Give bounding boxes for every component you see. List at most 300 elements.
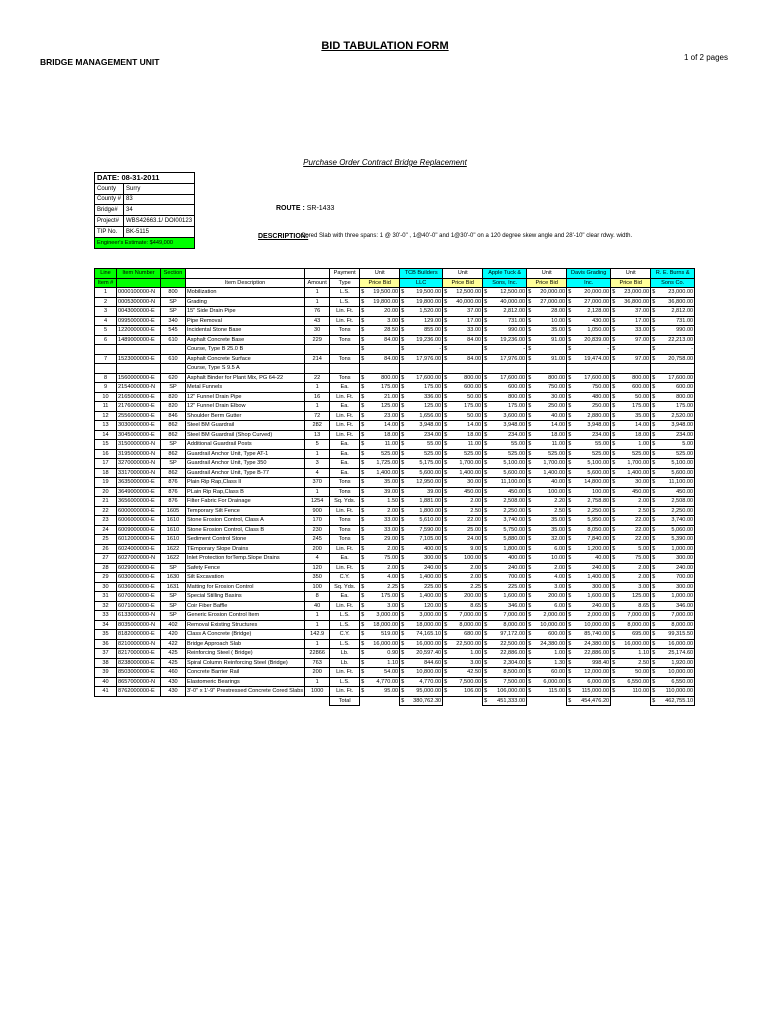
table-row	[95, 421, 695, 431]
type-cell: L.S.	[330, 620, 360, 630]
table-row	[95, 345, 695, 355]
line-cell: 21	[95, 497, 117, 507]
dollar-sign: $	[612, 574, 616, 580]
table-row	[95, 525, 695, 535]
unit-price-cell: 106.00	[449, 687, 483, 697]
unit-price-cell: 1.00	[617, 440, 651, 450]
dollar-sign: $	[652, 678, 656, 685]
dollar-sign: $	[484, 593, 488, 599]
line-cell: 30	[95, 582, 117, 592]
dollar-sign: $	[612, 317, 616, 324]
price-bid-cell: 346.00	[489, 601, 527, 611]
dollar-sign: $	[361, 612, 365, 618]
dollar-sign: $	[361, 327, 365, 333]
amount-cell: 763	[305, 658, 330, 668]
dollar-sign: $	[652, 602, 656, 609]
unit-price-cell: 75.00	[366, 554, 400, 564]
unit-price-cell: 14.00	[617, 421, 651, 431]
price-bid-cell: 234.00	[573, 430, 611, 440]
section-cell: 425	[161, 649, 186, 659]
price-bid-cell: 1,656.00	[406, 411, 443, 421]
line-cell: 40	[95, 677, 117, 687]
dollar-sign: $	[568, 583, 572, 590]
price-bid-cell: 5.00	[657, 440, 695, 450]
price-bid-cell: 2,812.00	[657, 307, 695, 317]
price-bid-cell: 234.00	[489, 430, 527, 440]
dollar-sign: $	[484, 640, 488, 647]
price-bid-cell: 20,000.00	[573, 288, 611, 298]
amount-cell: 76	[305, 307, 330, 317]
unit-price-cell: 35.00	[533, 525, 567, 535]
unit-price-cell: 175.00	[366, 383, 400, 393]
section-cell: SP	[161, 297, 186, 307]
price-bid-cell: 20,758.00	[657, 354, 695, 364]
dollar-sign: $	[484, 602, 488, 609]
price-bid-cell: 5,100.00	[657, 459, 695, 469]
unit-price-cell: 3.00	[366, 601, 400, 611]
dollar-sign: $	[528, 545, 532, 552]
dollar-sign: $	[361, 583, 365, 590]
line-cell: 5	[95, 326, 117, 336]
dollar-sign: $	[401, 393, 405, 400]
unit-price-cell	[366, 345, 400, 355]
total-label: Total	[330, 696, 360, 706]
price-bid-cell: 11,100.00	[489, 478, 527, 488]
dollar-sign: $	[484, 327, 488, 333]
line-cell: 38	[95, 658, 117, 668]
description-cell: Sediment Control Stone	[186, 535, 305, 545]
unit-price-cell: 20,000.00	[533, 288, 567, 298]
unit-price-cell: 14.00	[533, 421, 567, 431]
price-bid-cell: 8,000.00	[657, 620, 695, 630]
unit-price-cell	[617, 345, 651, 355]
col-item-number: Item Number	[117, 269, 161, 279]
unit-price-cell: 125.00	[617, 592, 651, 602]
col-blank	[305, 269, 330, 279]
price-bid-cell: 25,174.60	[657, 649, 695, 659]
unit-price-cell	[533, 345, 567, 355]
description-text: Cored Slab with three spans: 1 @ 30'-0" , 1@40'-0" and 1@30'-0" on a 120 degree skew angle and 28'-10" clear rdwy. width.	[301, 233, 633, 239]
item-number-cell: 6006000000-E	[117, 516, 161, 526]
unit-price-cell: 18,000.00	[366, 620, 400, 630]
price-bid-cell: 1,000.00	[657, 544, 695, 554]
bid-table	[94, 268, 695, 706]
line-cell: 4	[95, 316, 117, 326]
dollar-sign: $	[401, 593, 405, 599]
dollar-sign: $	[528, 374, 532, 381]
price-bid-cell: 5,950.00	[573, 516, 611, 526]
dollar-sign: $	[528, 659, 532, 666]
type-cell: L.S.	[330, 297, 360, 307]
item-number-cell: 8762000000-E	[117, 687, 161, 697]
table-row	[95, 677, 695, 687]
dollar-sign: $	[612, 422, 616, 428]
dollar-sign: $	[401, 536, 405, 542]
dollar-sign: $	[401, 355, 405, 362]
col-price-bid: Price Bid	[360, 278, 400, 288]
description-cell: Shoulder Berm Gutter	[186, 411, 305, 421]
type-cell: Ea.	[330, 383, 360, 393]
dollar-sign: $	[612, 678, 616, 685]
type-cell: Ea.	[330, 592, 360, 602]
table-row	[95, 468, 695, 478]
price-bid-cell: 2,508.00	[489, 497, 527, 507]
unit-price-cell: 18.00	[366, 430, 400, 440]
dollar-sign: $	[568, 602, 572, 609]
dollar-sign: $	[652, 412, 656, 419]
dollar-sign: $	[484, 289, 488, 295]
unit-price-cell: 37.00	[449, 307, 483, 317]
unit-price-cell: 35.00	[533, 326, 567, 336]
unit-price-cell: 3,000.00	[366, 611, 400, 621]
unit-price-cell: 50.00	[449, 411, 483, 421]
unit-price-cell: 91.00	[533, 354, 567, 364]
type-cell: Lin. Ft.	[330, 430, 360, 440]
dollar-sign: $	[444, 593, 448, 599]
table-row	[95, 459, 695, 469]
dollar-sign: $	[528, 412, 532, 419]
item-number-cell: 6030000000-E	[117, 573, 161, 583]
dollar-sign: $	[568, 327, 572, 333]
dollar-sign: $	[484, 450, 488, 457]
section-cell: 610	[161, 335, 186, 345]
amount-cell: 1	[305, 297, 330, 307]
price-bid-cell: 5,390.00	[657, 535, 695, 545]
unit-price-cell: 19,500.00	[366, 288, 400, 298]
dollar-sign: $	[484, 536, 488, 542]
dollar-sign: $	[401, 403, 405, 409]
dollar-sign: $	[401, 688, 405, 694]
unit-price-cell: 1,700.00	[449, 459, 483, 469]
line-cell: 31	[95, 592, 117, 602]
type-cell: Ea.	[330, 402, 360, 412]
unit-label: BRIDGE MANAGEMENT UNIT	[40, 57, 160, 67]
price-bid-cell: 6,000.00	[573, 677, 611, 687]
type-cell: Lin. Ft.	[330, 668, 360, 678]
table-row	[95, 497, 695, 507]
unit-price-cell: 600.00	[449, 383, 483, 393]
price-bid-cell: 7,105.00	[406, 535, 443, 545]
unit-price-cell: 1.00	[533, 649, 567, 659]
item-number-cell: 8238000000-E	[117, 658, 161, 668]
date-cell: DATE: 08-31-2011	[95, 173, 195, 184]
unit-price-cell: 22.00	[617, 525, 651, 535]
line-cell: 23	[95, 516, 117, 526]
dollar-sign: $	[484, 403, 488, 409]
unit-price-cell: 519.00	[366, 630, 400, 640]
dollar-sign: $	[568, 650, 572, 656]
description-cell: Grading	[186, 297, 305, 307]
price-bid-cell: 3,948.00	[657, 421, 695, 431]
description-cell: Removal Existing Structures	[186, 620, 305, 630]
item-number-cell: 1220000000-E	[117, 326, 161, 336]
line-cell: 34	[95, 620, 117, 630]
table-row	[95, 535, 695, 545]
dollar-sign: $	[612, 564, 616, 571]
dollar-sign: $	[568, 640, 572, 647]
price-bid-cell: 430.00	[573, 316, 611, 326]
type-cell: Lin. Ft.	[330, 316, 360, 326]
section-cell: SP	[161, 440, 186, 450]
dollar-sign: $	[652, 621, 656, 628]
price-bid-cell: 22,886.00	[489, 649, 527, 659]
route-value: SR-1433	[306, 205, 335, 212]
unit-price-cell: 9.00	[449, 544, 483, 554]
item-number-cell: 6133000000-N	[117, 611, 161, 621]
dollar-sign: $	[361, 555, 365, 561]
price-bid-cell: 19,236.00	[406, 335, 443, 345]
type-cell: Tons	[330, 335, 360, 345]
total-value: 454,476.20	[573, 696, 611, 706]
dollar-sign: $	[528, 488, 532, 495]
type-cell	[330, 364, 360, 374]
description-cell: Additional Guardrail Posts	[186, 440, 305, 450]
dollar-sign: $	[401, 650, 405, 656]
item-number-cell: 3656000000-E	[117, 497, 161, 507]
price-bid-cell: 7,000.00	[657, 611, 695, 621]
dollar-sign: $	[612, 593, 616, 599]
amount-cell: 72	[305, 411, 330, 421]
dollar-sign: $	[484, 374, 488, 381]
unit-price-cell: 18.00	[533, 430, 567, 440]
type-cell: Tons	[330, 326, 360, 336]
item-number-cell: 0043000000-E	[117, 307, 161, 317]
unit-price-cell: 125.00	[366, 402, 400, 412]
price-bid-cell: 1,800.00	[489, 544, 527, 554]
price-bid-cell: 18,000.00	[406, 620, 443, 630]
unit-price-cell: 24,380.00	[533, 639, 567, 649]
price-bid-cell: 1,400.00	[406, 573, 443, 583]
dollar-sign: $	[444, 327, 448, 333]
section-cell: 1605	[161, 506, 186, 516]
line-cell: 8	[95, 373, 117, 383]
dollar-sign: $	[361, 536, 365, 542]
unit-price-cell: 16,000.00	[366, 639, 400, 649]
dollar-sign: $	[652, 555, 656, 561]
table-row	[95, 573, 695, 583]
col-unit: Unit	[527, 269, 567, 279]
line-cell: 33	[95, 611, 117, 621]
item-number-cell: 2154000000-N	[117, 383, 161, 393]
dollar-sign: $	[401, 469, 405, 476]
dollar-sign: $	[528, 469, 532, 476]
unit-price-cell: 12,500.00	[449, 288, 483, 298]
price-bid-cell: 74,165.10	[406, 630, 443, 640]
dollar-sign: $	[361, 631, 365, 637]
section-cell	[161, 345, 186, 355]
unit-price-cell: 2.20	[533, 497, 567, 507]
unit-price-cell: 1.10	[617, 649, 651, 659]
section-cell: SP	[161, 307, 186, 317]
price-bid-cell: 10,000.00	[573, 620, 611, 630]
description-cell: Safety Fence	[186, 563, 305, 573]
dollar-sign: $	[361, 659, 365, 666]
dollar-sign: $	[444, 631, 448, 637]
dollar-sign: $	[528, 355, 532, 362]
unit-price-cell: 23.00	[366, 411, 400, 421]
table-row	[95, 658, 695, 668]
price-bid-cell: 450.00	[489, 487, 527, 497]
item-number-cell: 6070000000-E	[117, 592, 161, 602]
dollar-sign: $	[528, 498, 532, 504]
table-row	[95, 316, 695, 326]
line-cell: 28	[95, 563, 117, 573]
price-bid-cell: 990.00	[489, 326, 527, 336]
dollar-sign: $	[484, 583, 488, 590]
line-cell: 1	[95, 288, 117, 298]
price-bid-cell	[489, 364, 527, 374]
price-bid-cell: 1,881.00	[406, 497, 443, 507]
description-cell: Special Stilling Basins	[186, 592, 305, 602]
dollar-sign: $	[361, 374, 365, 381]
dollar-sign: $	[528, 564, 532, 571]
dollar-sign: $	[652, 308, 656, 314]
dollar-sign: $	[612, 374, 616, 381]
price-bid-cell: 1,050.00	[573, 326, 611, 336]
dollar-sign: $	[361, 403, 365, 409]
dollar-sign: $	[444, 374, 448, 381]
type-cell: L.S.	[330, 611, 360, 621]
dollar-sign: $	[568, 384, 572, 390]
table-row	[95, 335, 695, 345]
price-bid-cell: 800.00	[657, 392, 695, 402]
price-bid-cell: 7,500.00	[489, 677, 527, 687]
col-bidder-1-a: TCB Builders	[400, 269, 443, 279]
unit-price-cell: 2.25	[449, 582, 483, 592]
dollar-sign: $	[444, 317, 448, 324]
line-cell: 24	[95, 525, 117, 535]
price-bid-cell: 55.00	[406, 440, 443, 450]
price-bid-cell: 600.00	[489, 383, 527, 393]
dollar-sign: $	[652, 431, 656, 438]
price-bid-cell: 95,000.00	[406, 687, 443, 697]
description-cell: Inlet Protection forTemp.Slope Drains	[186, 554, 305, 564]
line-cell: 26	[95, 544, 117, 554]
dollar-sign: $	[484, 612, 488, 618]
unit-price-cell: 14.00	[366, 421, 400, 431]
dollar-sign: $	[361, 422, 365, 428]
price-bid-cell: 5,600.00	[406, 468, 443, 478]
dollar-sign: $	[612, 602, 616, 609]
dollar-sign: $	[652, 355, 656, 362]
line-cell: 15	[95, 440, 117, 450]
unit-price-cell: 54.00	[366, 668, 400, 678]
dollar-sign: $	[484, 412, 488, 419]
item-number-cell: 6009000000-E	[117, 525, 161, 535]
unit-price-cell: 23,000.00	[617, 288, 651, 298]
price-bid-cell: 234.00	[406, 430, 443, 440]
line-cell: 39	[95, 668, 117, 678]
dollar-sign: $	[528, 602, 532, 609]
dollar-sign: $	[612, 403, 616, 409]
dollar-sign: $	[528, 317, 532, 324]
dollar-sign: $	[361, 393, 365, 400]
project-label: Project#	[95, 216, 124, 227]
amount-cell: 40	[305, 601, 330, 611]
price-bid-cell: 3,000.00	[406, 611, 443, 621]
dollar-sign: $	[484, 669, 488, 675]
amount-cell: 282	[305, 421, 330, 431]
table-row	[95, 383, 695, 393]
unit-price-cell: 1,400.00	[533, 468, 567, 478]
dollar-sign: $	[401, 298, 405, 305]
dollar-sign: $	[652, 631, 656, 637]
col-bidder-4-a: R. E. Burns &	[651, 269, 695, 279]
description-cell: Stone Erosion Control, Class B	[186, 525, 305, 535]
unit-price-cell: 32.00	[533, 535, 567, 545]
dollar-sign: $	[652, 327, 656, 333]
dollar-sign: $	[484, 298, 488, 305]
dollar-sign: $	[401, 545, 405, 552]
unit-price-cell: 8,000.00	[449, 620, 483, 630]
dollar-sign: $	[528, 384, 532, 390]
unit-price-cell: 40.00	[533, 478, 567, 488]
dollar-sign: $	[612, 412, 616, 419]
item-number-cell	[117, 364, 161, 374]
price-bid-cell: 400.00	[489, 554, 527, 564]
unit-price-cell: 18.00	[617, 430, 651, 440]
description-cell: Pipe Removal	[186, 316, 305, 326]
description-cell: Bridge Approach Slab	[186, 639, 305, 649]
dollar-sign: $	[401, 479, 405, 485]
price-bid-cell: 525.00	[406, 449, 443, 459]
price-bid-cell: 17,600.00	[573, 373, 611, 383]
dollar-sign: $	[568, 536, 572, 542]
dollar-sign: $	[444, 526, 448, 533]
section-cell: 846	[161, 411, 186, 421]
dollar-sign: $	[652, 498, 656, 504]
dollar-sign: $	[361, 678, 365, 685]
unit-price-cell: 3.00	[449, 658, 483, 668]
col-description: Item Description	[186, 278, 305, 288]
dollar-sign: $	[444, 384, 448, 390]
section-cell: 1610	[161, 535, 186, 545]
line-cell: 32	[95, 601, 117, 611]
description-label: DESCRIPTION:	[258, 233, 309, 240]
unit-price-cell: 60.00	[533, 668, 567, 678]
unit-price-cell: 2.50	[533, 506, 567, 516]
unit-price-cell: 6.00	[533, 601, 567, 611]
dollar-sign: $	[484, 346, 488, 352]
line-cell: 6	[95, 335, 117, 345]
dollar-sign: $	[612, 469, 616, 476]
line-cell: 14	[95, 430, 117, 440]
unit-price-cell: 50.00	[449, 392, 483, 402]
unit-price-cell: 35.00	[533, 516, 567, 526]
price-bid-cell: 19,500.00	[406, 288, 443, 298]
dollar-sign: $	[652, 346, 656, 352]
type-cell: C.Y.	[330, 573, 360, 583]
unit-price-cell: 2.00	[366, 544, 400, 554]
price-bid-cell: 3,740.00	[489, 516, 527, 526]
description-cell: Guardrail Anchor Unit, Type 350	[186, 459, 305, 469]
unit-price-cell: 2.00	[366, 506, 400, 516]
amount-cell: 5	[305, 440, 330, 450]
dollar-sign: $	[401, 564, 405, 571]
line-cell: 18	[95, 468, 117, 478]
dollar-sign: $	[528, 640, 532, 647]
unit-price-cell: 39.00	[366, 487, 400, 497]
amount-cell: 100	[305, 582, 330, 592]
price-bid-cell: 5,600.00	[573, 468, 611, 478]
dollar-sign: $	[568, 346, 572, 352]
engineer-estimate: Engineer's Estimate: $449,000	[95, 237, 195, 248]
amount-cell: 370	[305, 478, 330, 488]
section-cell: 862	[161, 430, 186, 440]
section-cell: 1610	[161, 516, 186, 526]
unit-price-cell: 1,725.00	[366, 459, 400, 469]
item-number-cell: 8657000000-N	[117, 677, 161, 687]
